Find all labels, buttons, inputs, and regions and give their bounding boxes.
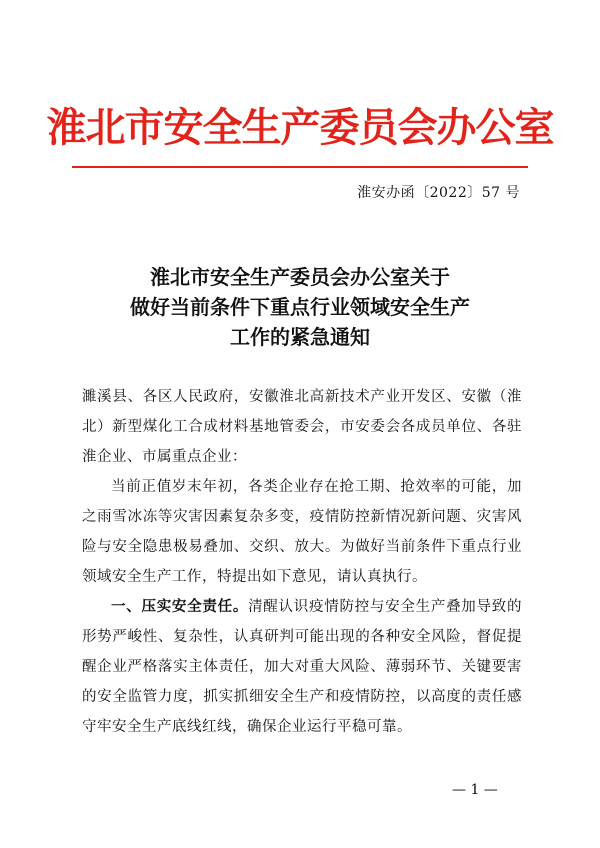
- title-line-2: 做好当前条件下重点行业领域安全生产: [130, 295, 470, 319]
- intro-paragraph: 当前正值岁末年初，各类企业存在抢工期、抢效率的可能，加之雨雪冰冻等灾害因素复杂多变，疫情防控新情况新问题、灾害风险与安全隐患极易叠加、交织、放大。为做好当前条件下重点行业领域安全生产工作，特提出如下意见，请认真执行。: [82, 479, 522, 585]
- document-number: 淮安办函〔2022〕57 号: [357, 185, 520, 201]
- addressees: 濉溪县、各区人民政府，安徽淮北高新技术产业开发区、安徽（淮北）新型煤化工合成材料基地管委会，市安委会各成员单位、各驻淮企业、市属重点企业：: [82, 389, 522, 465]
- section-1-heading: 一、压实安全责任。: [111, 599, 249, 615]
- masthead-red-rule: [72, 166, 528, 168]
- section-1-text: 清醒认识疫情防控与安全生产叠加导致的形势严峻性、复杂性，认真研判可能出现的各种安全风险，督促提醒企业严格落实主体责任，加大对重大风险、薄弱环节、关键要害的安全监管力度，抓实抓细安全生产和疫情防控，以高度的责任感守牢安全生产底线红线，确保企业运行平稳可靠。: [82, 599, 522, 735]
- document-body: [82, 382, 522, 742]
- section-1-paragraph: [82, 592, 522, 742]
- title-line-3: 工作的紧急通知: [230, 325, 370, 349]
- issuer-masthead: 淮北市安全生产委员会办公室: [46, 104, 554, 151]
- title-line-1: 淮北市安全生产委员会办公室关于: [150, 265, 450, 289]
- page-number: — 1 —: [452, 782, 498, 798]
- document-title: [0, 262, 600, 352]
